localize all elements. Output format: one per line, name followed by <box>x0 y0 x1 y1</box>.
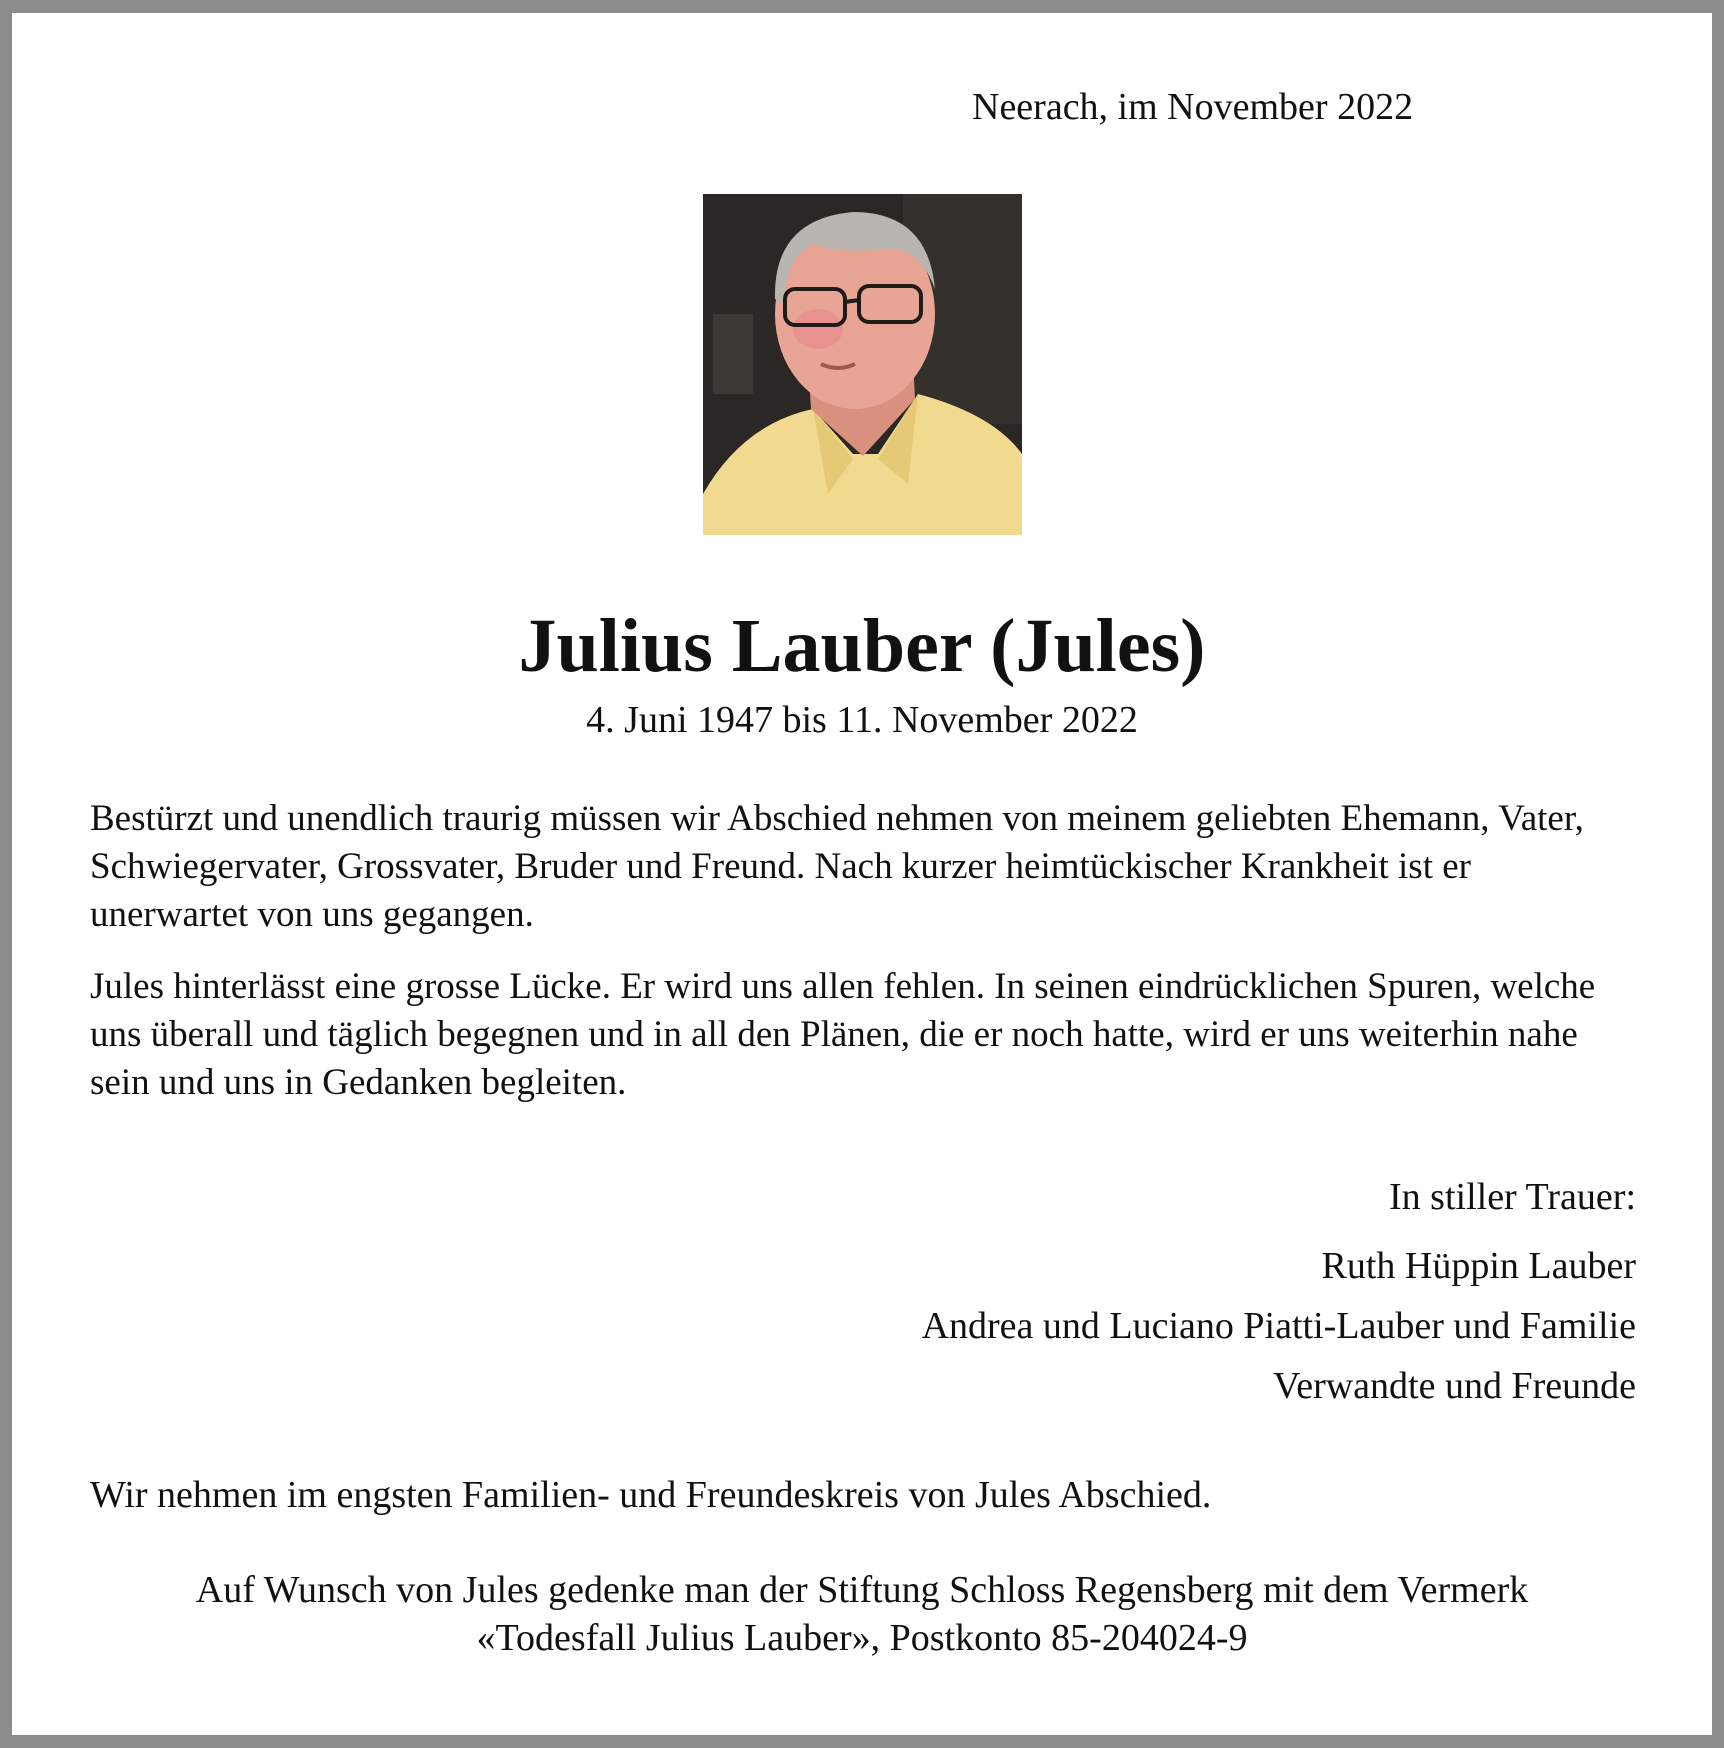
farewell-note: Wir nehmen im engsten Familien- und Freundeskreis von Jules Abschied. <box>90 1474 1212 1516</box>
mourners-heading: In stiller Trauer: <box>1389 1176 1636 1218</box>
mourner-name: Verwandte und Freunde <box>1272 1365 1636 1407</box>
donation-line: Auf Wunsch von Jules gedenke man der Stiftung Schloss Regensberg mit dem Vermerk <box>195 1569 1529 1611</box>
donation-line: «Todesfall Julius Lauber», Postkonto 85-204024-9 <box>476 1617 1248 1659</box>
dateline: Neerach, im November 2022 <box>972 86 1414 128</box>
paragraph-remembrance: Jules hinterlässt eine grosse Lücke. Er wird uns allen fehlen. In seinen eindrücklichen Spuren, welche uns überall und täglich begegnen und in all den Plänen, die er noch hatte, wird er uns weiterhin nahe sein und uns in Gedanken begleiten. <box>90 966 1596 1103</box>
paragraph-condolence: Bestürzt und unendlich traurig müssen wir Abschied nehmen von meinem geliebten Ehemann, Vater, Schwiegervater, Grossvater, Bruder und Freund. Nach kurzer heimtückischer Krankheit ist er unerwartet von uns gegangen. <box>90 798 1584 935</box>
obituary-page <box>12 13 1712 1735</box>
deceased-name: Julius Lauber (Jules) <box>518 604 1206 688</box>
donation-note <box>12 1566 1712 1662</box>
mourner-name: Andrea und Luciano Piatti-Lauber und Familie <box>921 1305 1636 1347</box>
mourners-list <box>922 1236 1636 1416</box>
portrait-photo <box>703 194 1022 535</box>
life-dates: 4. Juni 1947 bis 11. November 2022 <box>586 699 1138 741</box>
mourner-name: Ruth Hüppin Lauber <box>1321 1245 1636 1287</box>
